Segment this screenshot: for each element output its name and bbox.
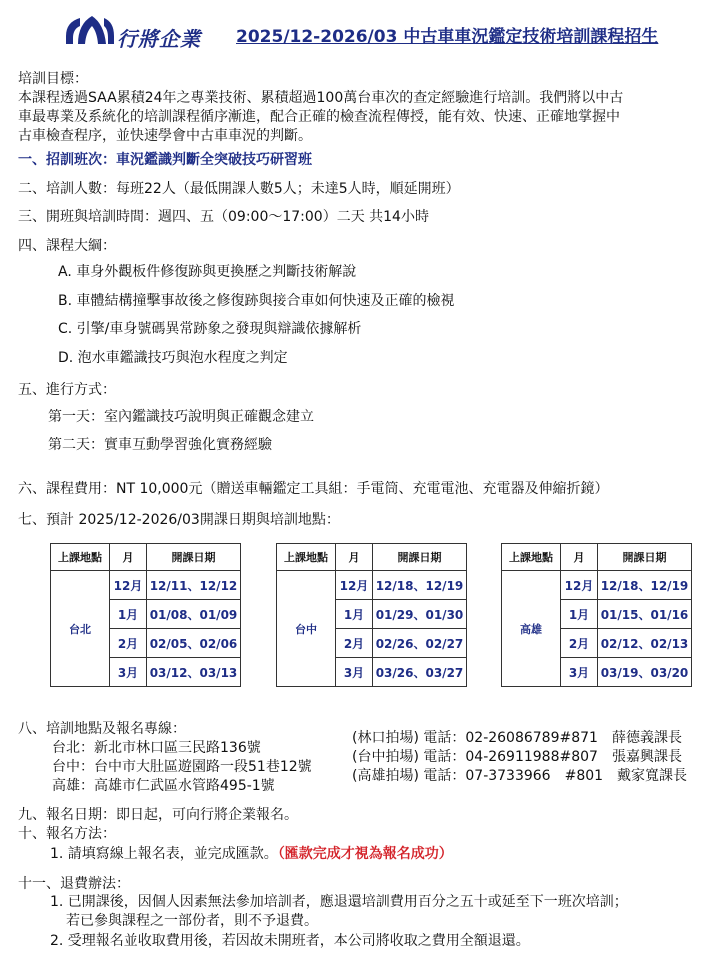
method-day-2: 第二天：實車互動學習強化實務經驗 <box>48 437 272 453</box>
col-month: 月 <box>110 544 147 571</box>
signup-item-1 <box>50 845 453 864</box>
outline-item-a: A. 車身外觀板件修復跡與更換歷之判斷技術解說 <box>58 264 357 280</box>
month-cell: 12月 <box>336 571 373 600</box>
section-locations: 八、培訓地點及報名專線： <box>18 721 186 737</box>
page-title: 2025/12-2026/03 中古車車況鑑定技術培訓課程招生 <box>236 27 659 47</box>
table-row <box>51 571 241 600</box>
outline-item-c: C. 引擎/車身號碼異常跡象之發現與辯識依據解析 <box>58 321 362 337</box>
method-day-1: 第一天：室內鑑識技巧說明與正確觀念建立 <box>48 409 314 425</box>
col-dates: 開課日期 <box>373 544 467 571</box>
contact-linkou: (林口拍場) 電話：02-26086789#871 薛德義課長 <box>352 730 682 746</box>
contact-kaohsiung: (高雄拍場) 電話：07-3733966 #801 戴家寬課長 <box>352 768 688 784</box>
company-logo <box>64 14 224 51</box>
table-row <box>277 571 467 600</box>
month-cell: 2月 <box>110 629 147 658</box>
col-dates: 開課日期 <box>147 544 241 571</box>
signup-item-1-note: （匯款完成才視為報名成功） <box>277 846 453 862</box>
outline-item-d: D. 泡水車鑑識技巧與泡水程度之判定 <box>58 350 288 366</box>
contact-taichung: (台中拍場) 電話：04-26911988#807 張嘉興課長 <box>352 749 682 765</box>
address-taipei: 台北：新北市林口區三民路136號 <box>52 740 261 756</box>
training-goal-line-2: 車最專業及系統化的培訓課程循序漸進，配合正確的檢查流程傳授，能有效、快速、正確地掌握中 <box>18 109 620 125</box>
dates-cell: 03/19、03/20 <box>598 658 692 687</box>
dates-cell: 01/29、01/30 <box>373 600 467 629</box>
signup-item-1-text: 1. 請填寫線上報名表，並完成匯款。 <box>50 846 278 862</box>
location-cell: 台北 <box>51 571 110 687</box>
section-time: 三、開班與培訓時間：週四、五（09:00～17:00）二天 共14小時 <box>18 209 429 225</box>
schedule-table-taipei <box>50 543 241 687</box>
schedule-table-taichung <box>276 543 467 687</box>
section-method: 五、進行方式： <box>18 382 116 398</box>
col-dates: 開課日期 <box>598 544 692 571</box>
col-location: 上課地點 <box>502 544 561 571</box>
month-cell: 1月 <box>336 600 373 629</box>
training-goal <box>18 70 708 146</box>
dates-cell: 01/08、01/09 <box>147 600 241 629</box>
training-goal-line-3: 古車檢查程序，並快速學會中古車車況的判斷。 <box>18 128 312 144</box>
address-kaohsiung: 高雄：高雄市仁武區水管路495-1號 <box>52 778 275 794</box>
section-fee: 六、課程費用：NT 10,000元（贈送車輛鑑定工具組：手電筒、充電電池、充電器及伸縮折鏡） <box>18 481 609 497</box>
company-name: 行將企業 <box>117 27 201 51</box>
dates-cell: 03/12、03/13 <box>147 658 241 687</box>
outline-item-b: B. 車體結構撞擊事故後之修復跡與接合車如何快速及正確的檢視 <box>58 293 455 309</box>
section-signup-method: 十、報名方法： <box>18 826 116 842</box>
address-taichung: 台中：台中市大肚區遊園路一段51巷12號 <box>52 759 312 775</box>
col-location: 上課地點 <box>51 544 110 571</box>
refund-item-2: 2. 受理報名並收取費用後，若因故未開班者，本公司將收取之費用全額退還。 <box>50 933 530 949</box>
dates-cell: 02/12、02/13 <box>598 629 692 658</box>
section-headcount: 二、培訓人數：每班22人（最低開課人數5人；未達5人時，順延開班） <box>18 181 460 197</box>
month-cell: 2月 <box>561 629 598 658</box>
location-cell: 高雄 <box>502 571 561 687</box>
refund-item-1-cont: 若已參與課程之一部份者，則不予退費。 <box>66 913 318 929</box>
location-cell: 台中 <box>277 571 336 687</box>
section-outline: 四、課程大綱： <box>18 238 116 254</box>
training-goal-line-1: 本課程透過SAA累積24年之專業技術、累積超過100萬台車次的查定經驗進行培訓。我們將以中古 <box>18 90 624 106</box>
dates-cell: 01/15、01/16 <box>598 600 692 629</box>
table-row <box>502 571 692 600</box>
section-class: 一、招訓班次：車況鑑識判斷全突破技巧研習班 <box>18 152 312 168</box>
month-cell: 3月 <box>561 658 598 687</box>
month-cell: 3月 <box>336 658 373 687</box>
month-cell: 12月 <box>110 571 147 600</box>
training-goal-heading: 培訓目標： <box>18 71 88 87</box>
header <box>0 0 720 52</box>
section-schedule: 七、預計 2025/12-2026/03開課日期與培訓地點： <box>18 512 340 528</box>
dates-cell: 02/05、02/06 <box>147 629 241 658</box>
month-cell: 1月 <box>110 600 147 629</box>
dates-cell: 12/18、12/19 <box>373 571 467 600</box>
section-refund: 十一、退費辦法： <box>18 876 130 892</box>
col-location: 上課地點 <box>277 544 336 571</box>
schedule-table-kaohsiung <box>501 543 692 687</box>
section-signup-date: 九、報名日期：即日起，可向行將企業報名。 <box>18 807 298 823</box>
refund-item-1: 1. 已開課後，因個人因素無法參加培訓者，應退還培訓費用百分之五十或延至下一班次培訓； <box>50 894 628 910</box>
logo-arches-icon <box>64 14 116 44</box>
dates-cell: 12/11、12/12 <box>147 571 241 600</box>
month-cell: 2月 <box>336 629 373 658</box>
month-cell: 12月 <box>561 571 598 600</box>
dates-cell: 12/18、12/19 <box>598 571 692 600</box>
col-month: 月 <box>561 544 598 571</box>
month-cell: 1月 <box>561 600 598 629</box>
month-cell: 3月 <box>110 658 147 687</box>
dates-cell: 03/26、03/27 <box>373 658 467 687</box>
col-month: 月 <box>336 544 373 571</box>
dates-cell: 02/26、02/27 <box>373 629 467 658</box>
